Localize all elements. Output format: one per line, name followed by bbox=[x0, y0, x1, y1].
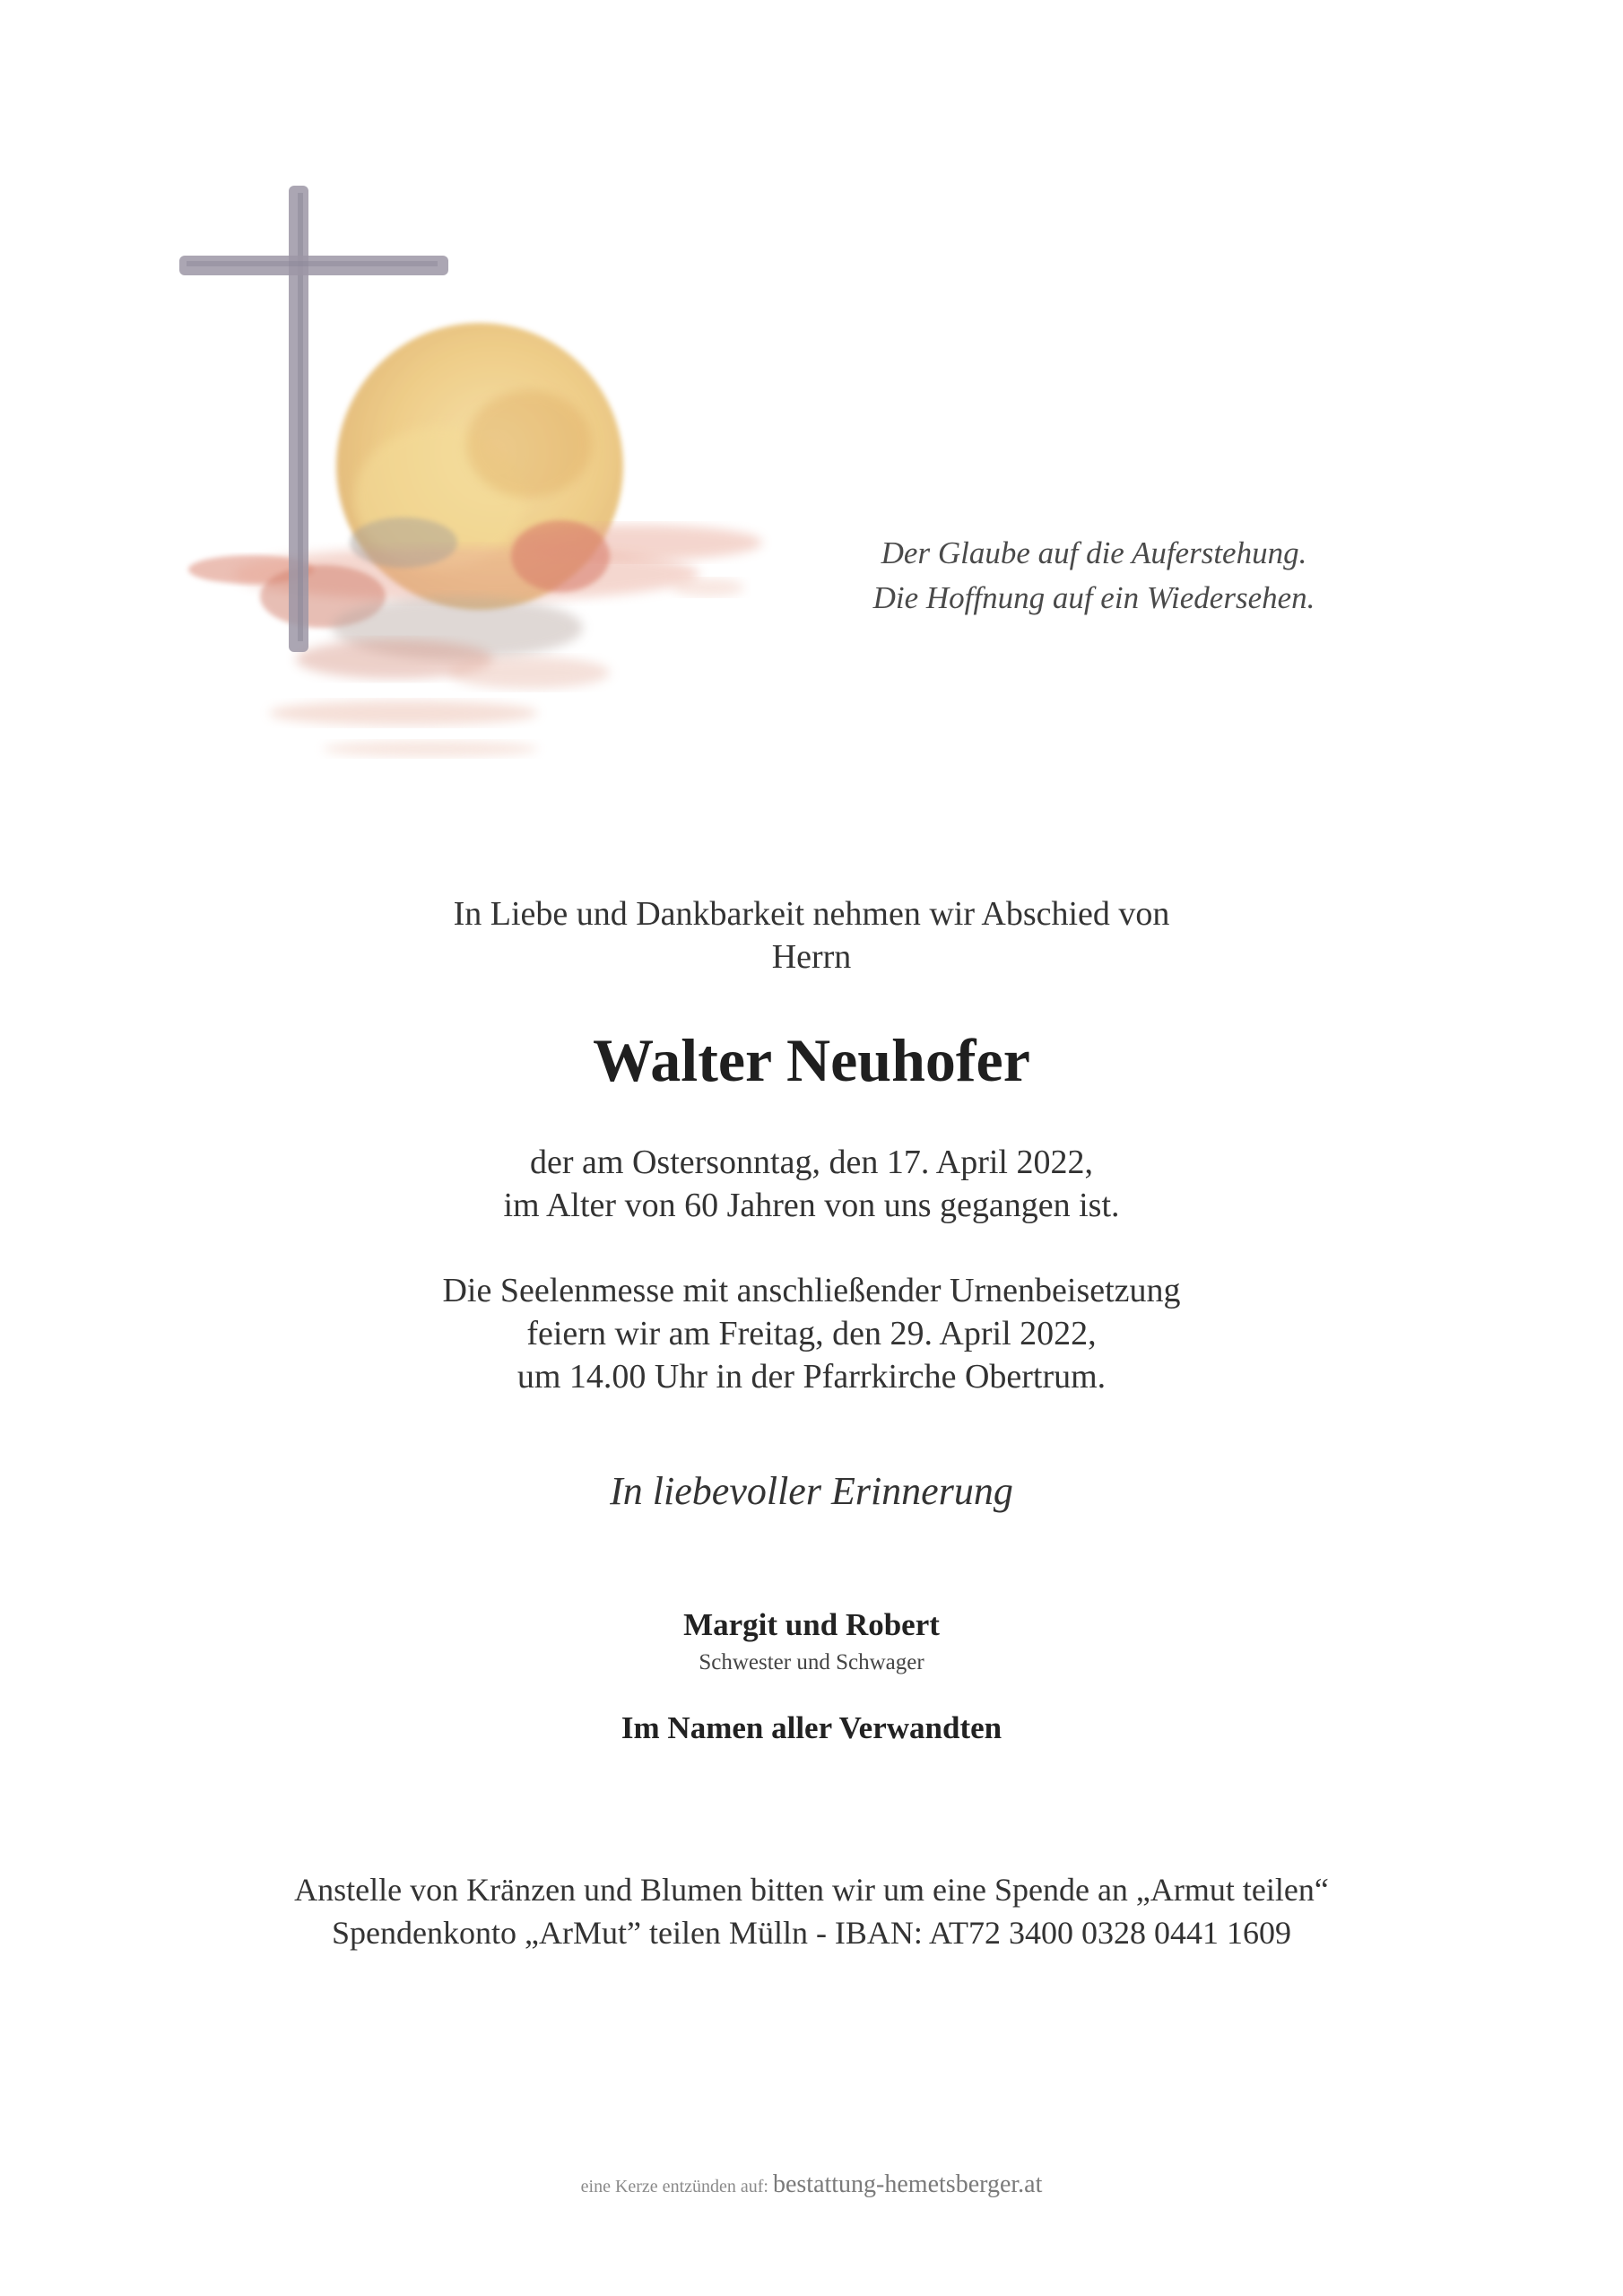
farewell-intro bbox=[0, 892, 1623, 978]
footer-website-link[interactable]: bestattung-hemetsberger.at bbox=[772, 2170, 1043, 2198]
cross-sun-illustration bbox=[170, 175, 798, 785]
footer-prefix: eine Kerze entzünden auf: bbox=[580, 2177, 768, 2196]
service-line-1: Die Seelenmesse mit anschließender Urnenbeisetzung bbox=[442, 1272, 1181, 1309]
footer bbox=[0, 2170, 1623, 2201]
death-line-1: der am Ostersonntag, den 17. April 2022, bbox=[530, 1144, 1093, 1181]
death-details bbox=[0, 1141, 1623, 1227]
intro-line-2: Herrn bbox=[771, 938, 852, 976]
donation-line-2: Spendenkonto „ArMut” teilen Mülln - IBAN: AT72 3400 0328 0441 1609 bbox=[332, 1915, 1291, 1951]
remembrance-line: In liebevoller Erinnerung bbox=[610, 1469, 1013, 1513]
donation-request bbox=[0, 1868, 1623, 1954]
quote-line-1: Der Glaube auf die Auferstehung. bbox=[881, 535, 1307, 570]
death-line-2: im Alter von 60 Jahren von uns gegangen ist. bbox=[503, 1187, 1120, 1224]
donation-line-1: Anstelle von Kränzen und Blumen bitten wir um eine Spende an „Armut teilen“ bbox=[294, 1872, 1329, 1908]
quote-line-2: Die Hoffnung auf ein Wiedersehen. bbox=[872, 580, 1315, 615]
watercolor-wash bbox=[188, 517, 762, 757]
faith-quote bbox=[789, 531, 1399, 621]
deceased-name: Walter Neuhofer bbox=[593, 1026, 1030, 1094]
service-line-2: feiern wir am Freitag, den 29. April 2022, bbox=[526, 1315, 1097, 1352]
intro-line-1: In Liebe und Dankbarkeit nehmen wir Abschied von bbox=[453, 895, 1170, 933]
all-relatives: Im Namen aller Verwandten bbox=[621, 1710, 1002, 1745]
service-details bbox=[0, 1269, 1623, 1398]
mourner-relation: Schwester und Schwager bbox=[699, 1650, 924, 1674]
mourner-names: Margit und Robert bbox=[683, 1607, 940, 1642]
service-line-3: um 14.00 Uhr in der Pfarrkirche Obertrum. bbox=[516, 1358, 1107, 1396]
